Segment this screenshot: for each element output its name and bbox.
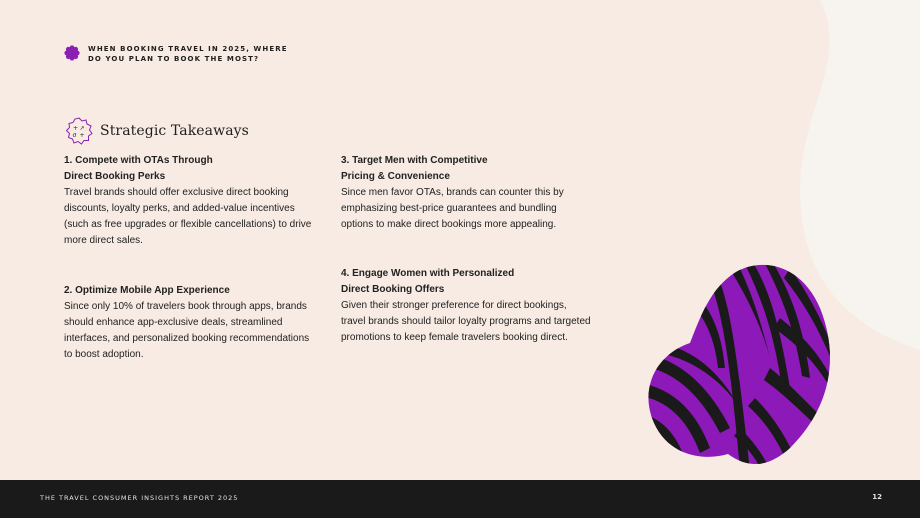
takeaway-4-body: Given their stronger preference for direct bookings, travel brands should tailor loyalty programs and targeted promotions to keep female travelers booking direct. [341, 300, 591, 343]
takeaway-1 [64, 153, 314, 249]
page-number: 12 [872, 493, 882, 501]
takeaway-1-heading-line1: 1. Compete with OTAs Through [64, 155, 213, 166]
takeaway-1-heading-line2: Direct Booking Perks [64, 171, 166, 182]
svg-text:+: + [73, 125, 79, 132]
strategy-badge-icon [64, 116, 94, 146]
section-title [64, 116, 249, 146]
svg-text:↗: ↗ [79, 125, 85, 132]
takeaway-2-heading: 2. Optimize Mobile App Experience [64, 285, 230, 296]
zebra-pattern-heart [640, 258, 840, 470]
question-text: WHEN BOOKING TRAVEL IN 2025, WHERE DO YOU PLAN TO BOOK THE MOST? [88, 45, 288, 63]
takeaway-4 [341, 266, 591, 346]
takeaway-3 [341, 153, 591, 233]
purple-flower-icon [64, 45, 80, 61]
footer-bar [0, 480, 920, 518]
svg-text:ơ: ơ [72, 132, 77, 139]
takeaway-4-heading-line1: 4. Engage Women with Personalized [341, 268, 515, 279]
takeaway-3-heading-line2: Pricing & Convenience [341, 171, 450, 182]
section-title-text: Strategic Takeaways [100, 123, 249, 139]
takeaway-2-body: Since only 10% of travelers book through apps, brands should enhance app-exclusive deals, streamlined interfaces, and personalized booking recommendations to boost adoption. [64, 301, 310, 360]
svg-text:+: + [79, 132, 85, 139]
takeaway-4-heading-line2: Direct Booking Offers [341, 284, 445, 295]
takeaway-2 [64, 283, 314, 363]
takeaway-3-heading-line1: 3. Target Men with Competitive [341, 155, 488, 166]
footer-report-title: THE TRAVEL CONSUMER INSIGHTS REPORT 2025 [40, 494, 239, 502]
question-header [64, 44, 288, 64]
takeaway-1-body: Travel brands should offer exclusive direct booking discounts, loyalty perks, and added-value incentives (such as free upgrades or flexible cancellations) to drive more direct sales. [64, 187, 312, 246]
takeaway-3-body: Since men favor OTAs, brands can counter this by emphasizing best-price guarantees and bundling options to make direct bookings more appealing. [341, 187, 564, 230]
